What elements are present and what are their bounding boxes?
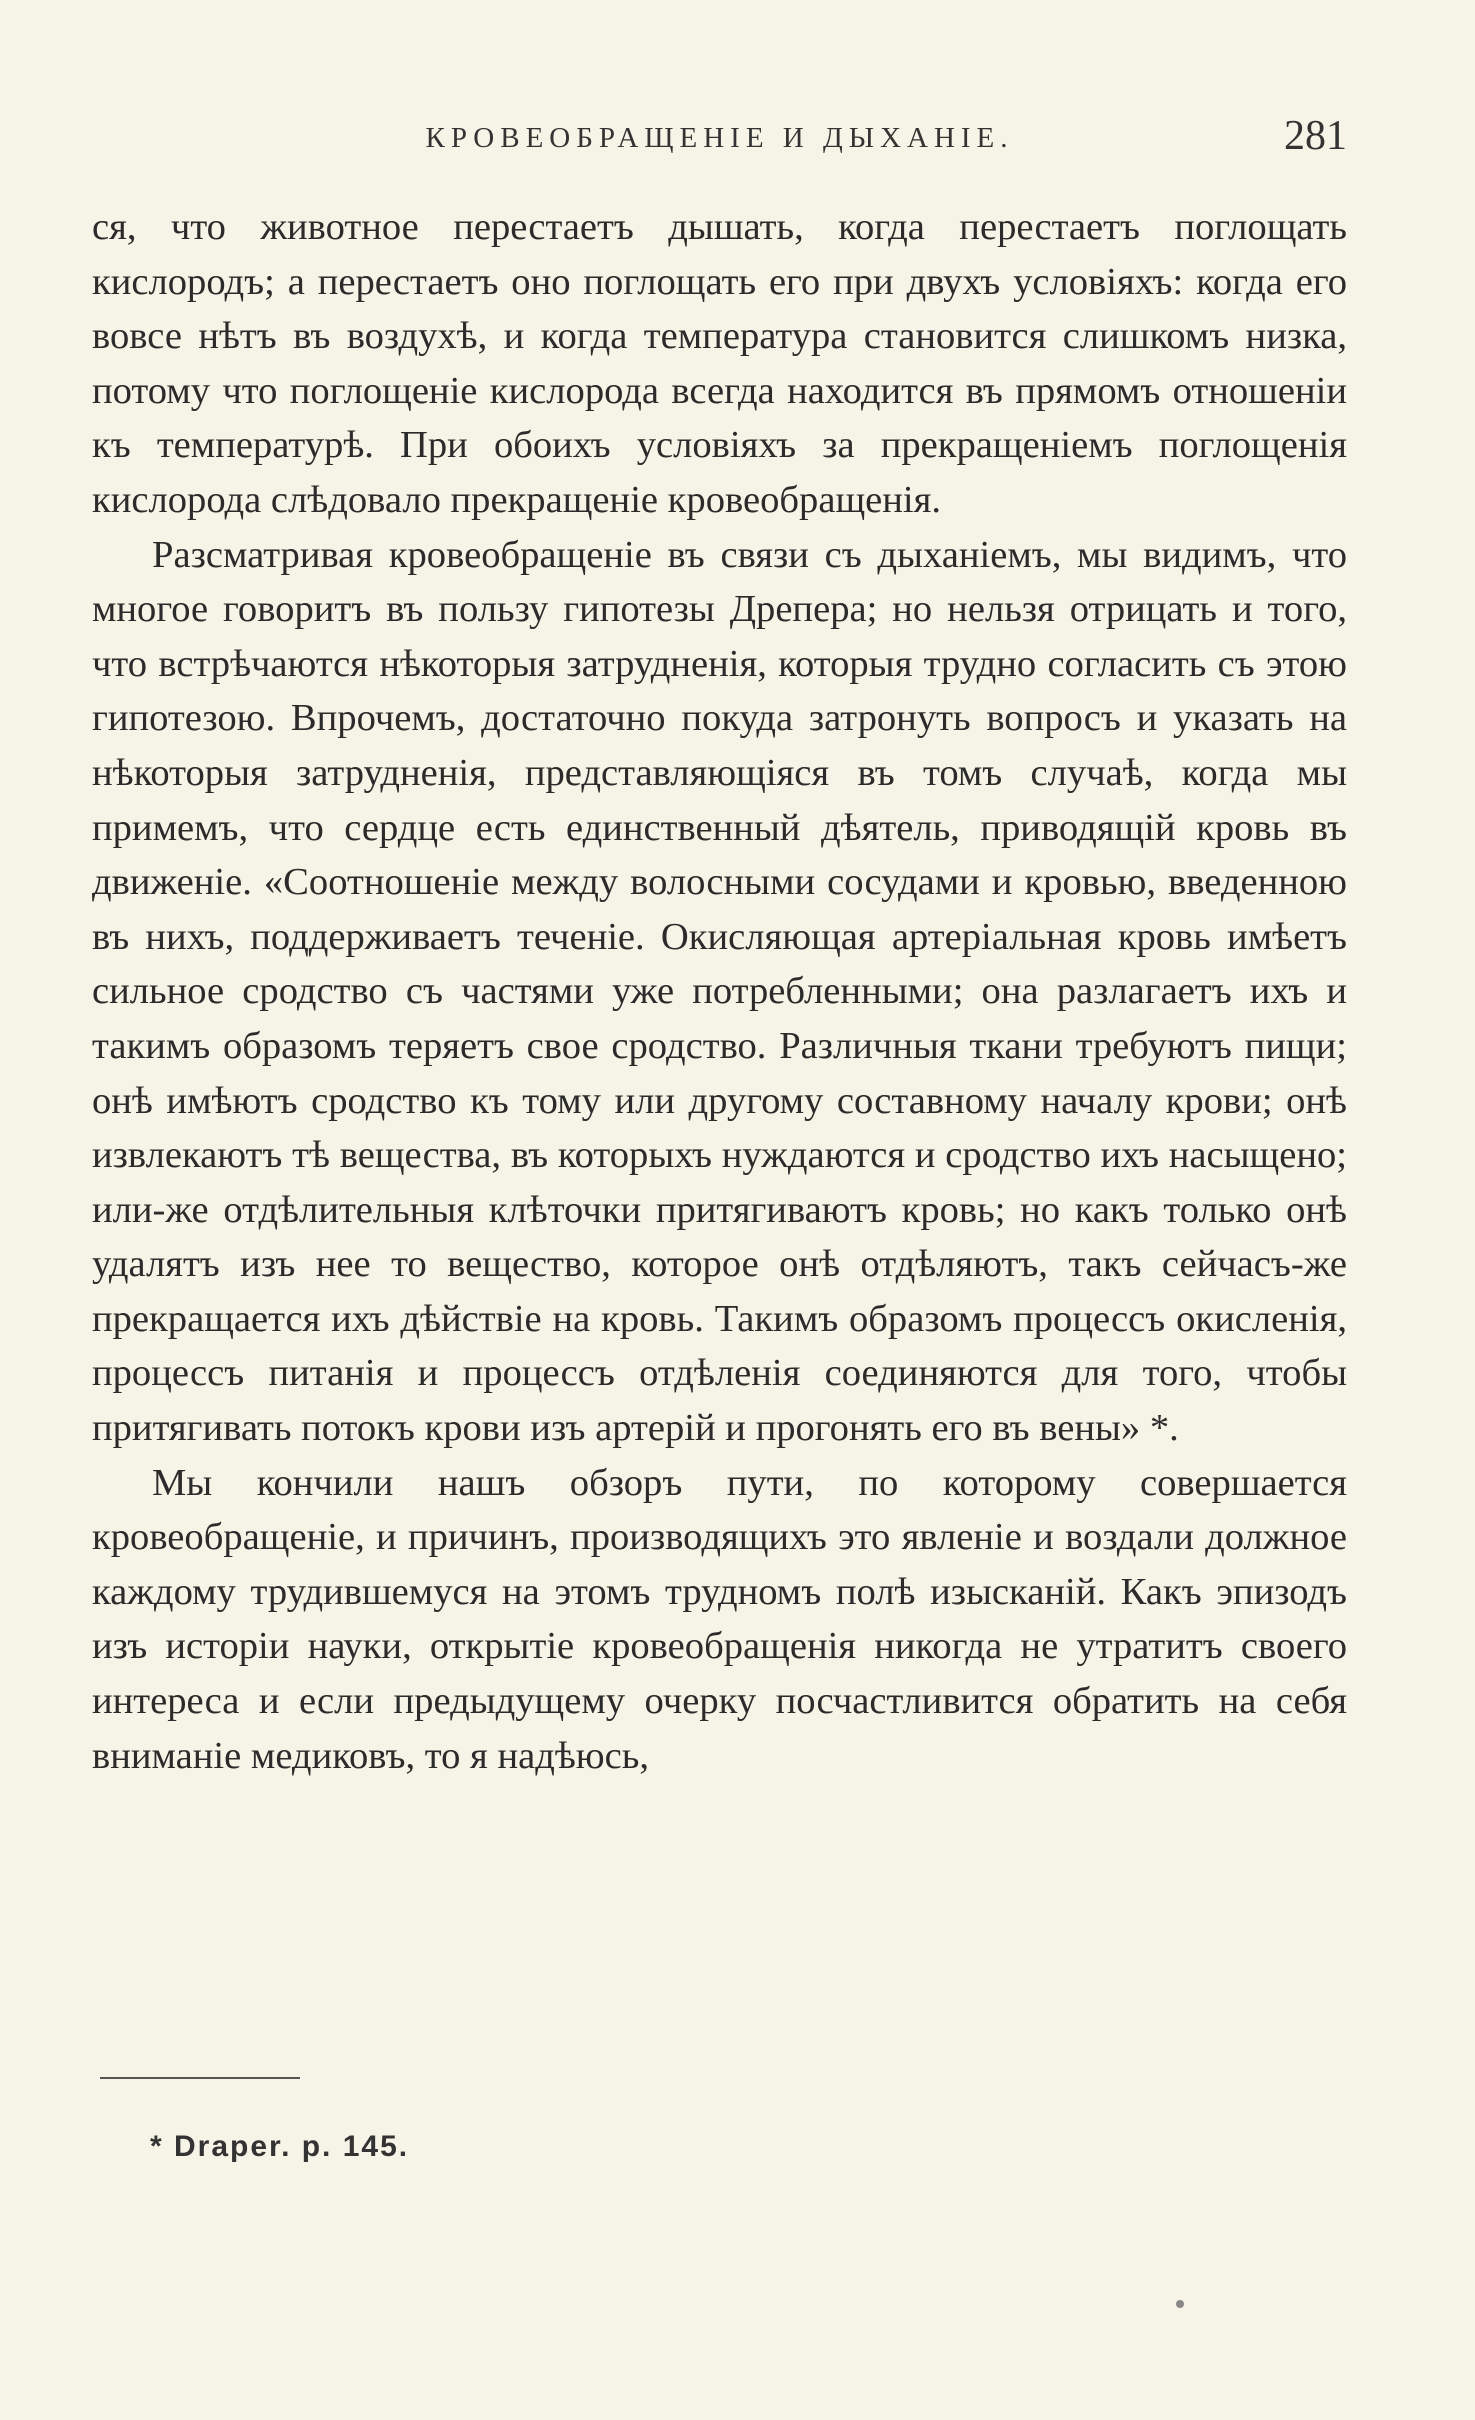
page-number: 281 [1284, 113, 1347, 159]
page-header [92, 112, 1347, 168]
body-text [92, 200, 1347, 1783]
paragraph-continuation: ся, что животное перестаетъ дышать, когда перестаетъ поглощать кислородъ; а перестаетъ оно поглощать его при двухъ условіяхъ: когда его вовсе нѣтъ въ воздухѣ, и когда температура становится слишкомъ низка, потому что поглощеніе кислорода всегда находится въ прямомъ отношеніи къ температурѣ. При обоихъ условіяхъ за прекращеніемъ поглощенія кислорода слѣдовало прекращеніе кровеобращенія. [92, 206, 1347, 521]
paragraph-conclusion: Мы кончили нашъ обзоръ пути, по которому совершается кровеобращеніе, и причинъ, производящихъ это явленіе и воздали должное каждому трудившемуся на этомъ трудномъ полѣ изысканій. Какъ эпизодъ изъ исторіи науки, открытіе кровеобращенія никогда не утратитъ своего интереса и если предыдущему очерку посчастливится обратить на себя вниманіе медиковъ, то я надѣюсь, [92, 1461, 1347, 1777]
ink-speck [1176, 2300, 1184, 2308]
running-title: КРОВЕОБРАЩЕНІЕ И ДЫХАНІЕ. [425, 122, 1014, 154]
paragraph-draper-hypothesis: Разсматривая кровеобращеніе въ связи съ дыханіемъ, мы видимъ, что многое говоритъ въ пользу гипотезы Дрепера; но нельзя отрицать и того, что встрѣчаются нѣкоторыя затрудненія, которыя трудно согласить съ этою гипотезою. Впрочемъ, достаточно покуда затронуть вопросъ и указать на нѣкоторыя затрудненія, представляющіяся въ томъ случаѣ, когда мы примемъ, что сердце есть единственный дѣятель, приводящій кровь въ движеніе. «Соотношеніе между волосными сосудами и кровью, введенною въ нихъ, поддерживаетъ теченіе. Окисляющая артеріальная кровь имѣетъ сильное сродство съ частями уже потребленными; она разлагаетъ ихъ и такимъ образомъ теряетъ свое сродство. Различныя ткани требуютъ пищи; онѣ имѣютъ сродство къ тому или другому составному началу крови; онѣ извлекаютъ тѣ вещества, въ которыхъ нуждаются и сродство ихъ насыщено; или-же отдѣлительныя клѣточки притягиваютъ кровь; но какъ только онѣ удалятъ изъ нее то вещество, которое онѣ отдѣляютъ, такъ сейчасъ-же прекращается ихъ дѣйствіе на кровь. Такимъ образомъ процессъ окисленія, процессъ питанія и процессъ отдѣленія соединяются для того, чтобы притягивать потокъ крови изъ артерій и прогонять его въ вены» *. [92, 533, 1347, 1450]
footnote: * Draper. p. 145. [150, 2130, 410, 2163]
footnote-divider [100, 2077, 300, 2079]
